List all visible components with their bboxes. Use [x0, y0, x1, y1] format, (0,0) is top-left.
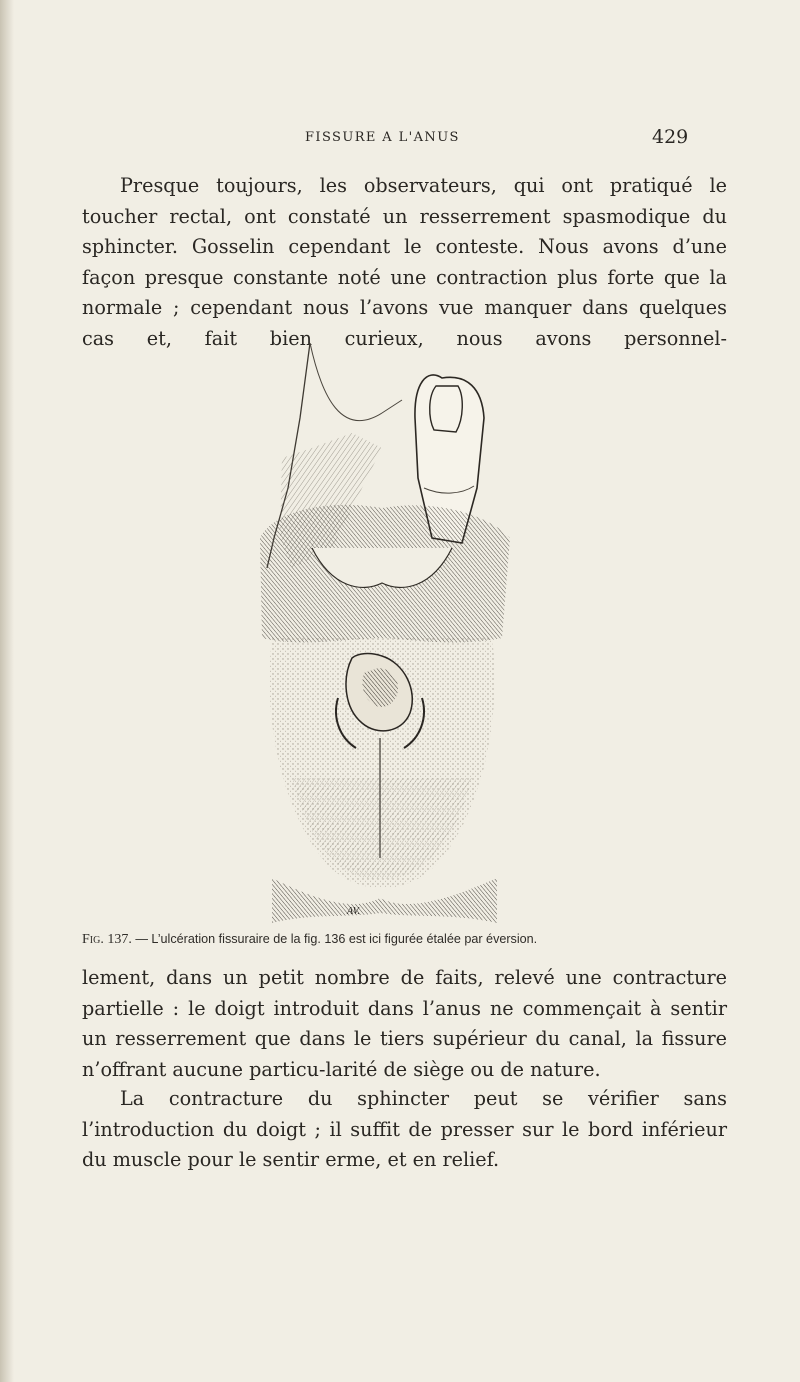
running-title: FISSURE A L'ANUS [305, 130, 460, 145]
anatomical-illustration [252, 338, 512, 928]
figure-caption-text: — L’ulcération fissuraire de la fig. 136 est ici figurée étalée par éversion. [131, 932, 538, 946]
page-number: 429 [652, 126, 689, 148]
paragraph-1: Presque toujours, les observateurs, qui ont pratiqué le toucher rectal, ont constaté un resserrement spasmodique du sphincter. Gosselin cependant le conteste. Nous avons d’une façon presque constante noté une contraction plus forte que la normale ; cependant nous l’avons vue manquer dans quelques cas et, fait bien curieux, nous avons personnel- [82, 174, 727, 350]
page-edge-shadow [0, 0, 14, 1382]
illustration-drawing [252, 338, 512, 928]
paragraph-2: lement, dans un petit nombre de faits, relevé une contracture partielle : le doigt introduit dans l’anus ne commençait à sentir un resserrement que dans le tiers supérieur du canal, la fissure n’offrant aucune particu-larité de siège ou de nature. [82, 966, 727, 1081]
figure-label: Fig. 137. [82, 932, 132, 947]
artist-signature: AV. [347, 906, 360, 917]
paragraph-3: La contracture du sphincter peut se vérifier sans l’introduction du doigt ; il suffit de presser sur le bord inférieur du muscle pour le sentir erme, et en relief. [82, 1087, 727, 1171]
figure-caption [82, 932, 727, 948]
